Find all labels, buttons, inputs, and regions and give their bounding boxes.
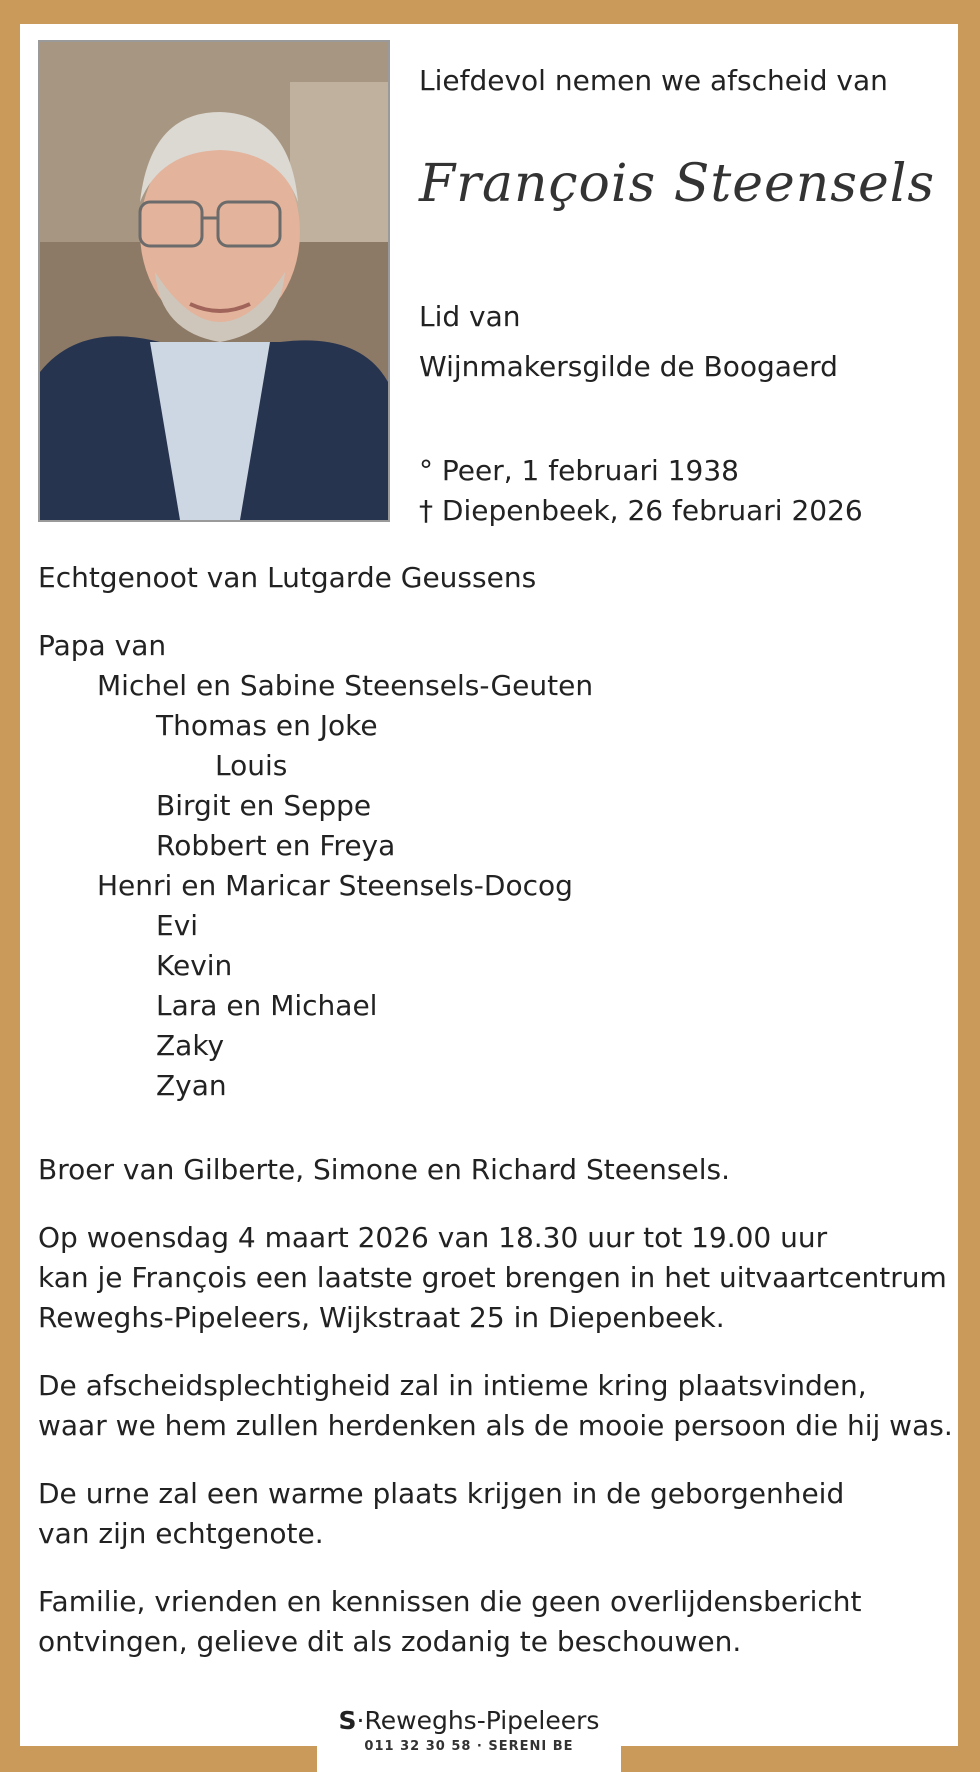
obituary-body [38,558,953,1662]
family-entry: Zaky [156,1029,225,1062]
obituary-card [20,24,958,1746]
family-entry: Zyan [156,1069,227,1102]
member-org: Wijnmakersgilde de Boogaerd [419,350,838,383]
family-entry: Michel en Sabine Steensels-Geuten [97,669,594,702]
family-entry: Louis [215,749,288,782]
birth-date: ° Peer, 1 februari 1938 [419,454,739,487]
funeral-home-logo [317,1706,621,1735]
family-entry: Thomas en Joke [156,709,378,742]
deceased-name: François Steensels [419,154,936,214]
spouse-line: Echtgenoot van Lutgarde Geussens [38,561,537,594]
company-name: ·Reweghs-Pipeleers [356,1706,600,1735]
membership [419,292,838,392]
visit-paragraph: kan je François een laatste groet brengen in het uitvaartcentrum [38,1261,947,1294]
family-heading: Papa van [38,629,167,662]
urn-paragraph: De urne zal een warme plaats krijgen in de geborgenheid [38,1477,845,1510]
notice-paragraph: ontvingen, gelieve dit als zodanig te beschouwen. [38,1625,742,1658]
siblings-line: Broer van Gilberte, Simone en Richard Steensels. [38,1153,730,1186]
intro-text: Liefdevol nemen we afscheid van [419,64,888,97]
death-date: † Diepenbeek, 26 februari 2026 [419,494,863,527]
family-entry: Robbert en Freya [156,829,396,862]
logo-mark: S [338,1706,357,1735]
family-entry: Lara en Michael [156,989,378,1022]
family-entry: Henri en Maricar Steensels-Docog [97,869,573,902]
contact-line: 011 32 30 58 · SERENI BE [364,1739,574,1754]
family-entry: Evi [156,909,199,942]
urn-paragraph: van zijn echtgenote. [38,1517,324,1550]
visit-paragraph: Op woensdag 4 maart 2026 van 18.30 uur tot 19.00 uur [38,1221,828,1254]
ceremony-paragraph: De afscheidsplechtigheid zal in intieme kring plaatsvinden, [38,1369,867,1402]
member-label: Lid van [419,300,521,333]
family-entry: Kevin [156,949,233,982]
life-dates [419,451,863,531]
portrait-photo [38,40,390,522]
funeral-home-footer [317,1692,621,1772]
notice-paragraph: Familie, vrienden en kennissen die geen overlijdensbericht [38,1585,862,1618]
family-entry: Birgit en Seppe [156,789,372,822]
ceremony-paragraph: waar we hem zullen herdenken als de mooie persoon die hij was. [38,1409,953,1442]
visit-paragraph: Reweghs-Pipeleers, Wijkstraat 25 in Diepenbeek. [38,1301,725,1334]
